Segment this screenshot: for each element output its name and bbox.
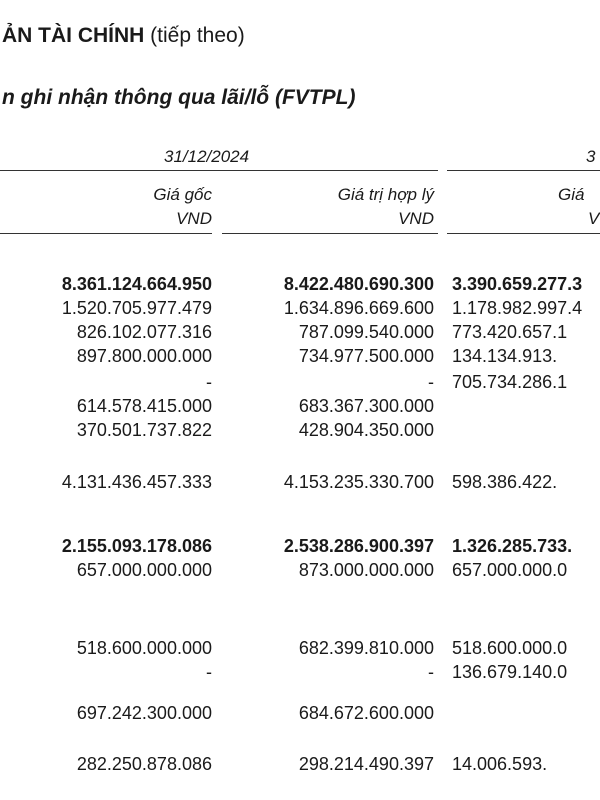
cell-cost: 897.800.000.000	[76, 346, 212, 366]
cell-prior-cost: 3.390.659.277.3	[452, 274, 583, 294]
cell-fair-value: 8.422.480.690.300	[283, 274, 434, 294]
cell-prior-cost: 14.006.593.	[452, 754, 548, 774]
table-row	[0, 636, 600, 660]
column-header-fair-value	[338, 183, 434, 231]
cell-prior-cost: 134.134.913.	[452, 346, 558, 366]
column-header-fair-value-label: Giá trị hợp lý	[337, 185, 434, 204]
table-row	[0, 272, 600, 296]
cell-cost: 657.000.000.000	[76, 560, 212, 580]
table-row	[0, 418, 600, 442]
table-row	[0, 370, 600, 394]
table-row	[0, 701, 600, 725]
column-header-fair-value-unit: VND	[398, 209, 434, 228]
cell-fair-value: 683.367.300.000	[298, 396, 434, 416]
cell-cost: -	[206, 662, 212, 682]
cell-fair-value: 428.904.350.000	[298, 420, 434, 440]
cell-fair-value: 2.538.286.900.397	[283, 536, 434, 556]
section-title	[2, 24, 245, 48]
period-label-current: 31/12/2024	[164, 147, 250, 166]
table-row	[0, 344, 600, 368]
cell-prior-cost: 1.178.982.997.4	[452, 298, 583, 318]
cell-fair-value: 682.399.810.000	[298, 638, 434, 658]
cell-cost: 370.501.737.822	[76, 420, 212, 440]
table-row	[0, 752, 600, 776]
period-label-prior: 3	[586, 147, 596, 166]
cell-fair-value: 787.099.540.000	[298, 322, 434, 342]
column-header-prior-unit: V	[588, 209, 600, 228]
cell-fair-value: -	[428, 372, 434, 392]
table-row	[0, 394, 600, 418]
cell-cost: 614.578.415.000	[76, 396, 212, 416]
header-underline-fair-value	[222, 233, 438, 234]
column-header-prior-cost	[558, 183, 599, 231]
cell-cost: 2.155.093.178.086	[61, 536, 212, 556]
cell-prior-cost: 705.734.286.1	[452, 372, 568, 392]
cell-fair-value: 4.153.235.330.700	[283, 472, 434, 492]
cell-cost: 8.361.124.664.950	[61, 274, 212, 294]
header-underline-cost	[0, 233, 212, 234]
cell-cost: 4.131.436.457.333	[61, 472, 212, 492]
cell-cost: -	[206, 372, 212, 392]
table-row	[0, 660, 600, 684]
cell-cost: 697.242.300.000	[76, 703, 212, 723]
table-row	[0, 320, 600, 344]
cell-fair-value: 734.977.500.000	[298, 346, 434, 366]
table-row	[0, 558, 600, 582]
header-underline-prior	[447, 233, 600, 234]
cell-cost: 282.250.878.086	[76, 754, 212, 774]
column-header-prior-label: Giá	[558, 185, 585, 204]
column-header-cost-unit: VND	[176, 209, 212, 228]
cell-prior-cost: 657.000.000.0	[452, 560, 568, 580]
cell-prior-cost: 598.386.422.	[452, 472, 558, 492]
cell-prior-cost: 136.679.140.0	[452, 662, 568, 682]
cell-fair-value: 684.672.600.000	[298, 703, 434, 723]
subtitle: n ghi nhận thông qua lãi/lỗ (FVTPL)	[2, 86, 356, 109]
section-title-suffix: (tiếp theo)	[144, 24, 245, 47]
cell-cost: 518.600.000.000	[76, 638, 212, 658]
table-row	[0, 534, 600, 558]
cell-prior-cost: 1.326.285.733.	[452, 536, 573, 556]
cell-fair-value: 1.634.896.669.600	[283, 298, 434, 318]
cell-fair-value: 298.214.490.397	[298, 754, 434, 774]
period-underline-current	[0, 170, 438, 171]
section-title-bold: ẢN TÀI CHÍNH	[2, 24, 145, 47]
table-row	[0, 470, 600, 494]
cell-prior-cost: 518.600.000.0	[452, 638, 568, 658]
cell-cost: 1.520.705.977.479	[61, 298, 212, 318]
cell-fair-value: -	[428, 662, 434, 682]
table-row	[0, 296, 600, 320]
cell-cost: 826.102.077.316	[76, 322, 212, 342]
column-header-cost	[153, 183, 212, 231]
cell-prior-cost: 773.420.657.1	[452, 322, 568, 342]
period-underline-prior	[447, 170, 600, 171]
cell-fair-value: 873.000.000.000	[298, 560, 434, 580]
column-header-cost-label: Giá gốc	[153, 185, 212, 204]
